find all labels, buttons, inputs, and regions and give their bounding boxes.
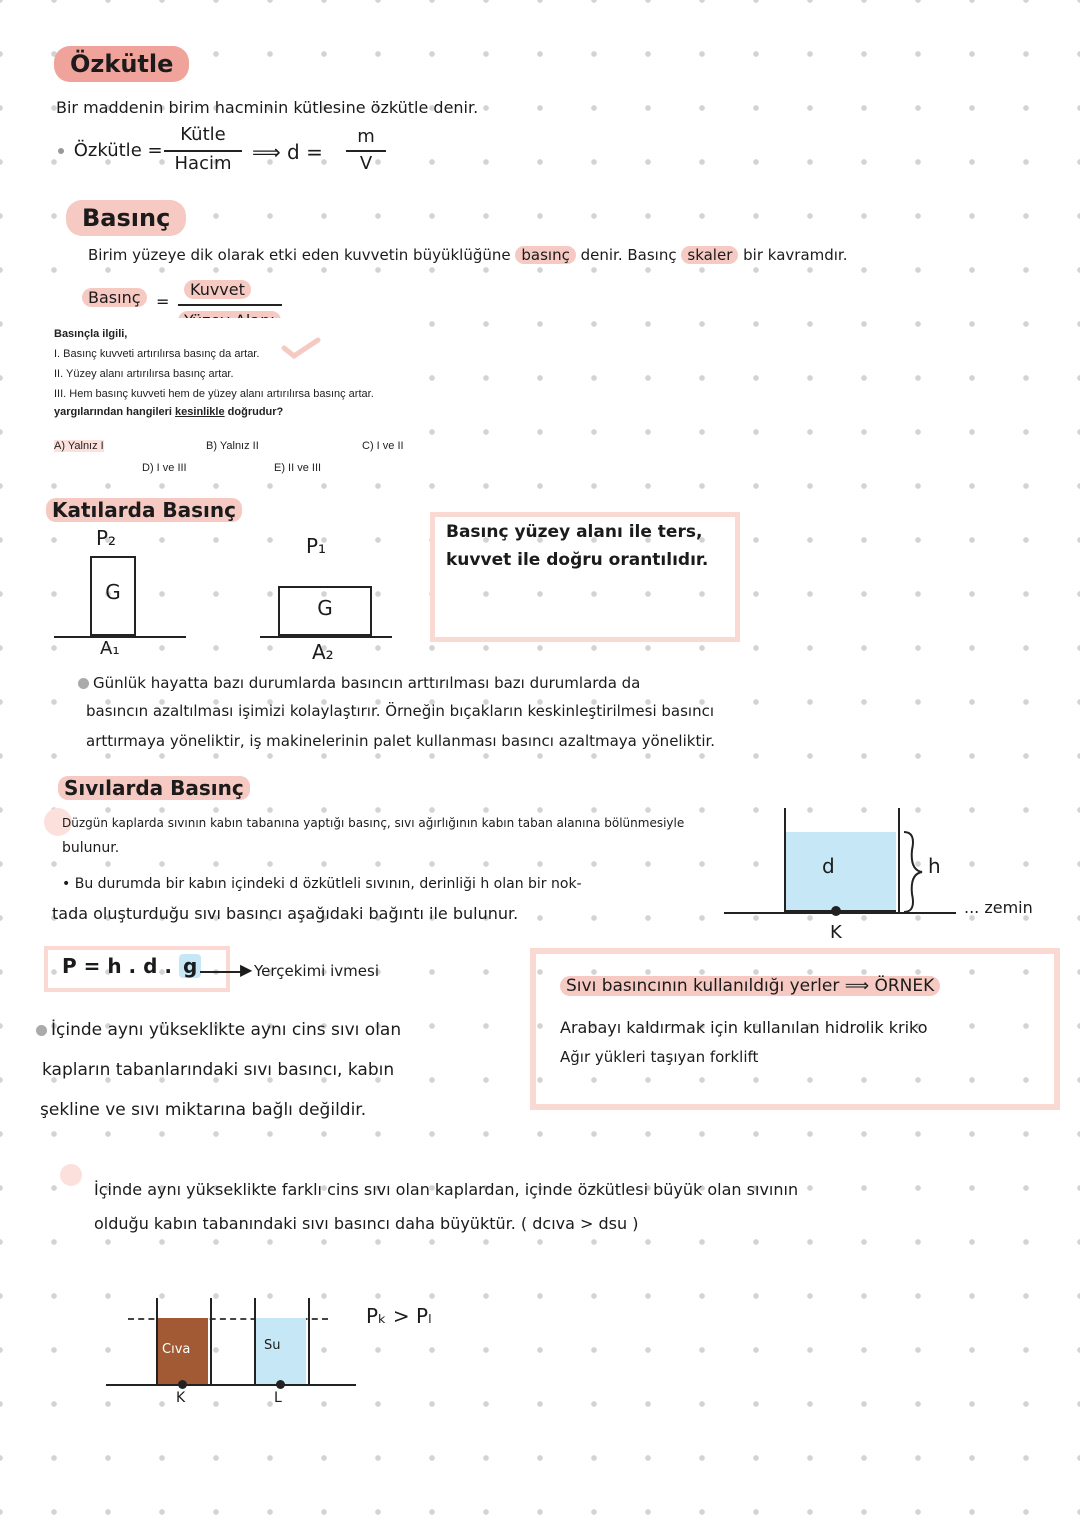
label-a1: A₁ — [100, 638, 120, 659]
paragraph-line: İçinde aynı yükseklikte aynı cins sıvı olan — [36, 1020, 401, 1040]
label-h: h — [928, 854, 941, 878]
ozkutle-denominator: Hacim — [174, 153, 232, 174]
arrow-head-icon: ▶ — [240, 960, 253, 979]
label-g: G — [105, 580, 121, 604]
ozkutle-definition: Bir maddenin birim hacminin kütlesine özkütle denir. — [56, 98, 479, 117]
paragraph-line: arttırmaya yöneliktir, iş makinelerinin palet kullanması basıncı azaltmaya yöneliktir. — [86, 732, 716, 750]
section-title-ozkutle: Özkütle — [54, 46, 189, 82]
label-cıva: Cıva — [162, 1342, 191, 1357]
section-title-basinc: Basınç — [66, 200, 186, 236]
paragraph-line: Günlük hayatta bazı durumlarda basıncın arttırılması bazı durumlarda da — [78, 674, 640, 692]
liquid — [786, 832, 896, 914]
pressure-formula: P = h . d . g — [62, 954, 201, 978]
quiz-item: I. Basınç kuvveti artırılırsa basınç da artar. — [54, 348, 260, 360]
basinc-definition: Birim yüzeye dik olarak etki eden kuvvetin büyüklüğüne basınç denir. Basınç skaler bir kavramdır. — [88, 246, 848, 264]
label-d: d — [822, 854, 835, 878]
ozkutle-formula-label: Özkütle = — [58, 140, 163, 161]
bullet-icon — [60, 1164, 82, 1186]
checkmark-icon — [282, 336, 322, 360]
label-p1: P₁ — [306, 534, 327, 558]
label-g: G — [317, 596, 333, 620]
quiz-option[interactable]: A) Yalnız I — [54, 440, 104, 452]
basinc-formula-label: Basınç — [82, 288, 147, 307]
ozkutle-numerator: Kütle — [180, 124, 226, 145]
sivi-line: tada oluşturduğu sıvı basıncı aşağıdaki bağıntı ile bulunur. — [52, 904, 519, 923]
ozkutle-sym-den: V — [359, 153, 373, 174]
fraction-line — [178, 304, 282, 306]
quiz-stem: Basınçla ilgili, — [54, 328, 128, 340]
arrow-line — [200, 971, 242, 973]
basinc-formula-eq: = — [156, 292, 170, 311]
quiz-option[interactable]: E) II ve III — [274, 462, 322, 474]
point-k — [178, 1380, 187, 1389]
point-l — [276, 1380, 285, 1389]
ground-line — [54, 636, 186, 638]
label-k: K — [176, 1390, 186, 1406]
brace-icon — [902, 830, 924, 914]
formula-note: Yerçekimi ivmesi — [254, 962, 379, 980]
note-box-line: kuvvet ile doğru orantılıdır. — [446, 550, 709, 570]
bullet-icon — [78, 678, 89, 689]
container-base — [786, 910, 896, 914]
quiz-item: III. Hem basınç kuvveti hem de yüzey alanı artırılırsa basınç artar. — [54, 388, 374, 400]
fraction-line — [346, 150, 386, 152]
paragraph-line: basıncın azaltılması işimizi kolaylaştırır. Örneğin bıçakların keskinleştirilmesi basıncı — [86, 702, 714, 720]
comparison: Pₖ > Pₗ — [366, 1304, 432, 1328]
quiz-option[interactable]: C) I ve II — [362, 440, 404, 452]
section-title-sivilarda: Sıvılarda Basınç — [58, 776, 250, 800]
sivi-line: bulunur. — [62, 840, 120, 856]
quiz-item: II. Yüzey alanı artırılırsa basınç artar. — [54, 368, 234, 380]
fraction-line — [164, 150, 242, 152]
basinc-numerator: Kuvvet — [184, 280, 251, 299]
paragraph-line: şekline ve sıvı miktarına bağlı değildir. — [40, 1100, 367, 1120]
sivi-line: Düzgün kaplarda sıvının kabın tabanına yaptığı basınç, sıvı ağırlığının kabın taban alanına bölünmesiyle — [62, 816, 685, 830]
point-k — [831, 906, 841, 916]
example-line: Sıvı basıncının kullanıldığı yerler ⟹ ÖRNEK — [560, 976, 940, 996]
label-a2: A₂ — [312, 640, 334, 664]
example-line: Ağır yükleri taşıyan forklift — [560, 1048, 759, 1066]
bullet-icon — [58, 148, 64, 154]
label-zemin: ... zemin — [964, 898, 1033, 917]
label-su: Su — [264, 1338, 281, 1353]
ozkutle-sym-num: m — [357, 126, 375, 147]
paragraph-line: İçinde aynı yükseklikte farklı cins sıvı olan kaplardan, içinde özkütlesi büyük olan sıvının — [94, 1180, 799, 1199]
quiz-option[interactable]: B) Yalnız II — [206, 440, 259, 452]
label-p2: P₂ — [96, 526, 117, 550]
quiz-question: yargılarından hangileri kesinlikle doğrudur? — [54, 406, 284, 418]
ground-line — [106, 1384, 356, 1386]
label-l: L — [274, 1390, 282, 1406]
label-k: K — [830, 922, 842, 943]
bullet-icon — [36, 1025, 47, 1036]
quiz-option[interactable]: D) I ve III — [142, 462, 187, 474]
ground-line — [260, 636, 392, 638]
sivi-line: • Bu durumda bir kabın içindeki d özkütleli sıvının, derinliği h olan bir nok- — [62, 876, 582, 892]
paragraph-line: olduğu kabın tabanındaki sıvı basıncı daha büyüktür. ( dcıva > dsu ) — [94, 1214, 639, 1233]
ozkutle-arrow: ⟹ d = — [252, 140, 323, 164]
example-line: Arabayı kaldırmak için kullanılan hidrolik kriko — [560, 1018, 928, 1037]
section-title-katilarda: Katılarda Basınç — [46, 498, 242, 522]
note-box-line: Basınç yüzey alanı ile ters, — [446, 522, 703, 542]
paragraph-line: kapların tabanlarındaki sıvı basıncı, kabın — [42, 1060, 395, 1080]
